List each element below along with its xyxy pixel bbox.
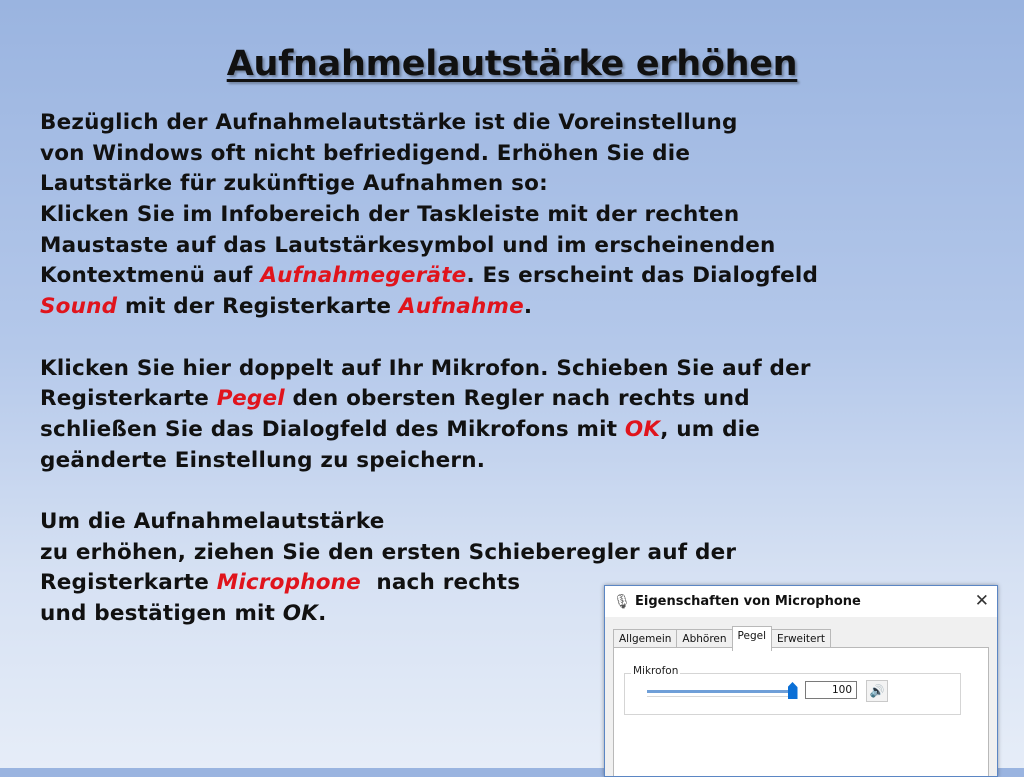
volume-value-field[interactable]: 100 [805, 681, 857, 699]
highlight-sound: Sound [40, 294, 118, 320]
ok-italic: OK [282, 601, 319, 626]
paragraph-gap [40, 476, 940, 507]
text-line: Maustaste auf das Lautstärkesymbol und im erscheinenden [40, 232, 776, 258]
text-run: Registerkarte [40, 570, 217, 596]
microphone-properties-dialog [604, 585, 998, 777]
tab-abhoeren[interactable]: Abhören [676, 629, 732, 649]
tab-allgemein[interactable]: Allgemein [613, 629, 677, 649]
text-run: . Es erscheint das Dialogfeld [466, 263, 819, 289]
dialog-title: Eigenschaften von Microphone [635, 594, 861, 609]
highlight-aufnahme: Aufnahme [398, 294, 524, 320]
text-line: zu erhöhen, ziehen Sie den ersten Schieberegler auf der [40, 539, 737, 565]
text-run: nach rechts [360, 570, 521, 596]
text-line: von Windows oft nicht befriedigend. Erhöhen Sie die [40, 140, 691, 166]
text-line: Klicken Sie im Infobereich der Taskleiste mit der rechten [40, 202, 740, 228]
slide-body [40, 108, 940, 630]
text-line: Klicken Sie hier doppelt auf Ihr Mikrofon. Schieben Sie auf der [40, 355, 811, 381]
text-run: Registerkarte [40, 386, 217, 412]
text-line: geänderte Einstellung zu speichern. [40, 447, 486, 473]
text-run: Kontextmenü auf [40, 263, 261, 289]
text-line: Bezüglich der Aufnahmelautstärke ist die Voreinstellung [40, 110, 738, 135]
text-run: den obersten Regler nach rechts und [284, 386, 750, 412]
text-line [40, 292, 940, 323]
text-line [40, 384, 940, 415]
tab-erweitert[interactable]: Erweitert [771, 629, 831, 649]
text-run: schließen Sie das Dialogfeld des Mikrofons mit [40, 416, 625, 442]
dialog-body [605, 617, 997, 776]
volume-slider-ticks [647, 696, 797, 701]
group-label: Mikrofon [633, 665, 679, 677]
text-run: . [523, 294, 533, 320]
text-line [40, 415, 940, 446]
dialog-titlebar[interactable] [605, 586, 997, 618]
slide-title: Aufnahmelautstärke erhöhen [226, 44, 798, 84]
tab-panel-pegel [613, 647, 989, 776]
speaker-icon[interactable]: 🔊 [866, 680, 888, 702]
volume-slider-thumb[interactable] [788, 682, 798, 699]
text-line: Lautstärke für zukünftige Aufnahmen so: [40, 171, 548, 197]
tab-pegel[interactable]: Pegel [732, 626, 772, 651]
highlight-ok: OK [624, 416, 661, 442]
microphone-icon: 🎙 [613, 593, 631, 610]
volume-slider-fill [647, 690, 793, 693]
text-line [40, 261, 940, 292]
text-run: , um die [660, 416, 761, 442]
highlight-aufnahmegeraete: Aufnahmegeräte [260, 263, 467, 289]
volume-slider-track[interactable] [647, 690, 797, 693]
text-run: und bestätigen mit [40, 601, 283, 626]
highlight-microphone: Microphone [216, 570, 361, 596]
close-icon[interactable]: ✕ [974, 591, 989, 611]
text-run: mit der Registerkarte [117, 294, 399, 320]
highlight-pegel: Pegel [216, 386, 285, 412]
mikrofon-group [624, 665, 961, 715]
text-run: . [318, 601, 327, 626]
text-line: Um die Aufnahmelautstärke [40, 508, 385, 534]
paragraph-gap [40, 323, 940, 354]
tab-bar [613, 627, 830, 647]
